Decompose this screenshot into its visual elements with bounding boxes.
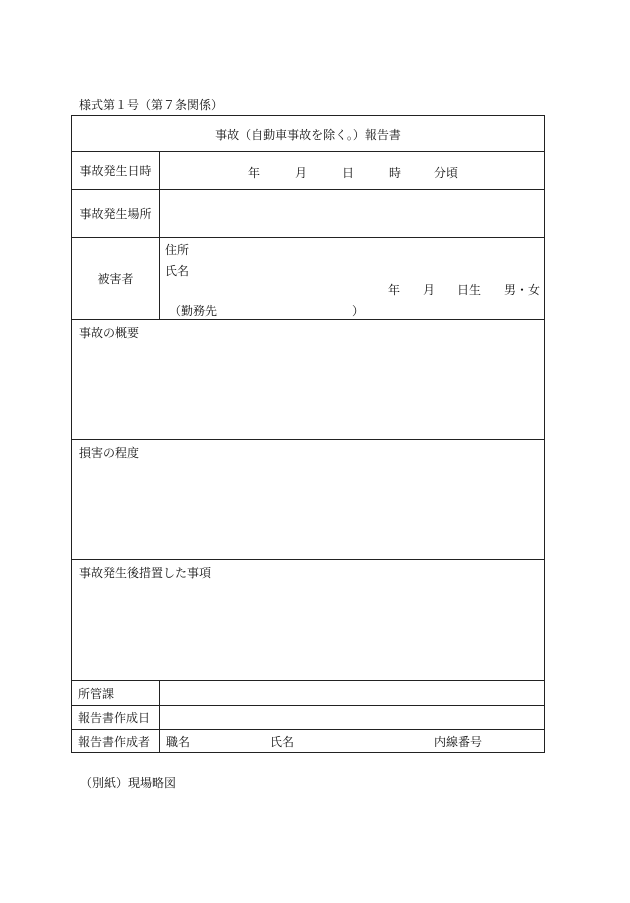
report-date-field[interactable] bbox=[160, 706, 544, 729]
workplace-close: ） bbox=[352, 304, 365, 318]
victim-label: 被害者 bbox=[72, 238, 160, 319]
overview-label: 事故の概要 bbox=[79, 326, 140, 340]
hour-field[interactable]: 時 bbox=[389, 166, 402, 180]
birth-month-field[interactable]: 月 bbox=[423, 283, 436, 297]
department-field[interactable] bbox=[160, 681, 544, 705]
place-row bbox=[72, 190, 544, 238]
victim-name-label: 氏名 bbox=[165, 264, 190, 278]
title-row bbox=[72, 116, 544, 152]
damage-label: 損害の程度 bbox=[79, 446, 140, 460]
form-title: 事故（自動車事故を除く。）報告書 bbox=[215, 128, 401, 142]
place-label: 事故発生場所 bbox=[72, 190, 160, 237]
overview-section[interactable] bbox=[72, 320, 544, 440]
measures-label: 事故発生後措置した事項 bbox=[79, 566, 212, 580]
department-row bbox=[72, 681, 544, 706]
author-name-label: 氏名 bbox=[270, 735, 295, 749]
victim-address-label: 住所 bbox=[165, 243, 190, 257]
datetime-label: 事故発生日時 bbox=[72, 152, 160, 189]
measures-section[interactable] bbox=[72, 560, 544, 681]
author-row bbox=[72, 730, 544, 752]
minute-field[interactable]: 分頃 bbox=[434, 166, 459, 180]
year-field[interactable]: 年 bbox=[248, 166, 261, 180]
attachment-note: （別紙）現場略図 bbox=[80, 776, 177, 790]
accident-report-form bbox=[71, 115, 545, 753]
birth-day-field[interactable]: 日生 bbox=[457, 283, 482, 297]
place-field[interactable] bbox=[160, 190, 544, 237]
department-label: 所管課 bbox=[72, 681, 160, 705]
report-date-label: 報告書作成日 bbox=[72, 706, 160, 729]
gender-field[interactable]: 男・女 bbox=[504, 283, 541, 297]
author-position-label: 職名 bbox=[166, 735, 191, 749]
form-number: 様式第１号（第７条関係） bbox=[79, 98, 224, 112]
report-date-row bbox=[72, 706, 544, 730]
datetime-row bbox=[72, 152, 544, 190]
month-field[interactable]: 月 bbox=[295, 166, 308, 180]
workplace-open: （勤務先 bbox=[169, 304, 218, 318]
birth-year-field[interactable]: 年 bbox=[388, 283, 401, 297]
author-label: 報告書作成者 bbox=[72, 730, 160, 752]
author-extension-label: 内線番号 bbox=[434, 735, 483, 749]
damage-section[interactable] bbox=[72, 440, 544, 560]
day-field[interactable]: 日 bbox=[342, 166, 355, 180]
victim-row bbox=[72, 238, 544, 320]
